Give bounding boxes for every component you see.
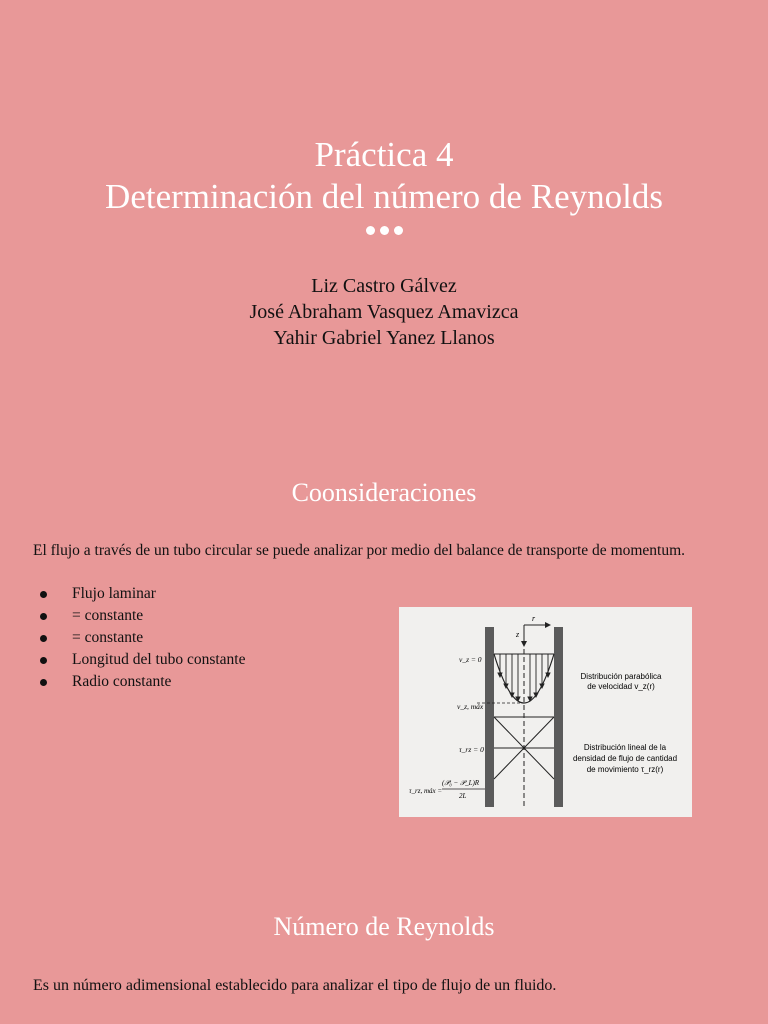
considerations-list xyxy=(40,583,245,693)
arrowhead-icon xyxy=(521,641,527,647)
vz-zero-label: v_z = 0 xyxy=(459,655,482,664)
list-item-text: Flujo laminar xyxy=(72,585,156,602)
velocity-caption-line1: Distribución parabólica xyxy=(580,672,662,681)
author-name: Liz Castro Gálvez xyxy=(311,275,457,297)
bullet-icon xyxy=(40,635,47,642)
page-title-line1: Práctica 4 xyxy=(314,135,454,174)
list-item xyxy=(40,605,245,627)
arrowhead-icon xyxy=(545,622,551,628)
section-heading-reynolds: Número de Reynolds xyxy=(273,912,495,941)
bullet-icon xyxy=(40,679,47,686)
title-block xyxy=(0,134,768,235)
section-heading-considerations: Coonsideraciones xyxy=(291,478,477,507)
bullet-icon xyxy=(40,613,47,620)
stress-caption-line3: de movimiento τ_rz(r) xyxy=(586,765,664,774)
separator-dot xyxy=(380,226,389,235)
list-item-text: = constante xyxy=(72,629,144,646)
separator-dot xyxy=(394,226,403,235)
list-item xyxy=(40,583,245,605)
pipe-wall-left xyxy=(485,627,494,807)
bullet-icon xyxy=(40,657,47,664)
pipe-flow-svg xyxy=(399,607,692,817)
list-item xyxy=(40,649,245,671)
pipe-wall-right xyxy=(554,627,563,807)
r-axis-label: r xyxy=(532,614,536,623)
list-item-text: = constante xyxy=(72,607,144,624)
list-item xyxy=(40,627,245,649)
stress-caption-line2: densidad de flujo de cantidad xyxy=(572,754,678,763)
authors-list xyxy=(0,273,768,351)
list-item-text: Longitud del tubo constante xyxy=(72,651,246,668)
considerations-intro: El flujo a través de un tubo circular se puede analizar por medio del balance de transporte de momentum. xyxy=(33,542,686,559)
tau-formula-numerator: (𝒫₀ − 𝒫_L)R xyxy=(442,779,480,787)
tau-formula-denominator: 2L xyxy=(459,792,467,800)
vz-max-label: v_z, máx xyxy=(457,702,484,711)
separator-dot xyxy=(366,226,375,235)
tau-zero-label: τ_rz = 0 xyxy=(459,745,484,754)
reynolds-description: Es un número adimensional establecido para analizar el tipo de flujo de un fluido. xyxy=(33,977,557,994)
author-name: José Abraham Vasquez Amavizca xyxy=(249,301,519,323)
title-separator-dots xyxy=(0,226,768,235)
list-item xyxy=(40,671,245,693)
page-title-line2: Determinación del número de Reynolds xyxy=(105,177,663,216)
stress-caption-line1: Distribución lineal de la xyxy=(583,743,667,752)
author-name: Yahir Gabriel Yanez Llanos xyxy=(273,327,495,349)
z-axis-label: z xyxy=(516,630,520,639)
pipe-flow-diagram xyxy=(399,607,692,817)
tau-max-label: τ_rz, máx = xyxy=(409,787,443,795)
bullet-icon xyxy=(40,591,47,598)
list-item-text: Radio constante xyxy=(72,673,172,690)
velocity-caption-line2: de velocidad v_z(r) xyxy=(587,682,655,691)
